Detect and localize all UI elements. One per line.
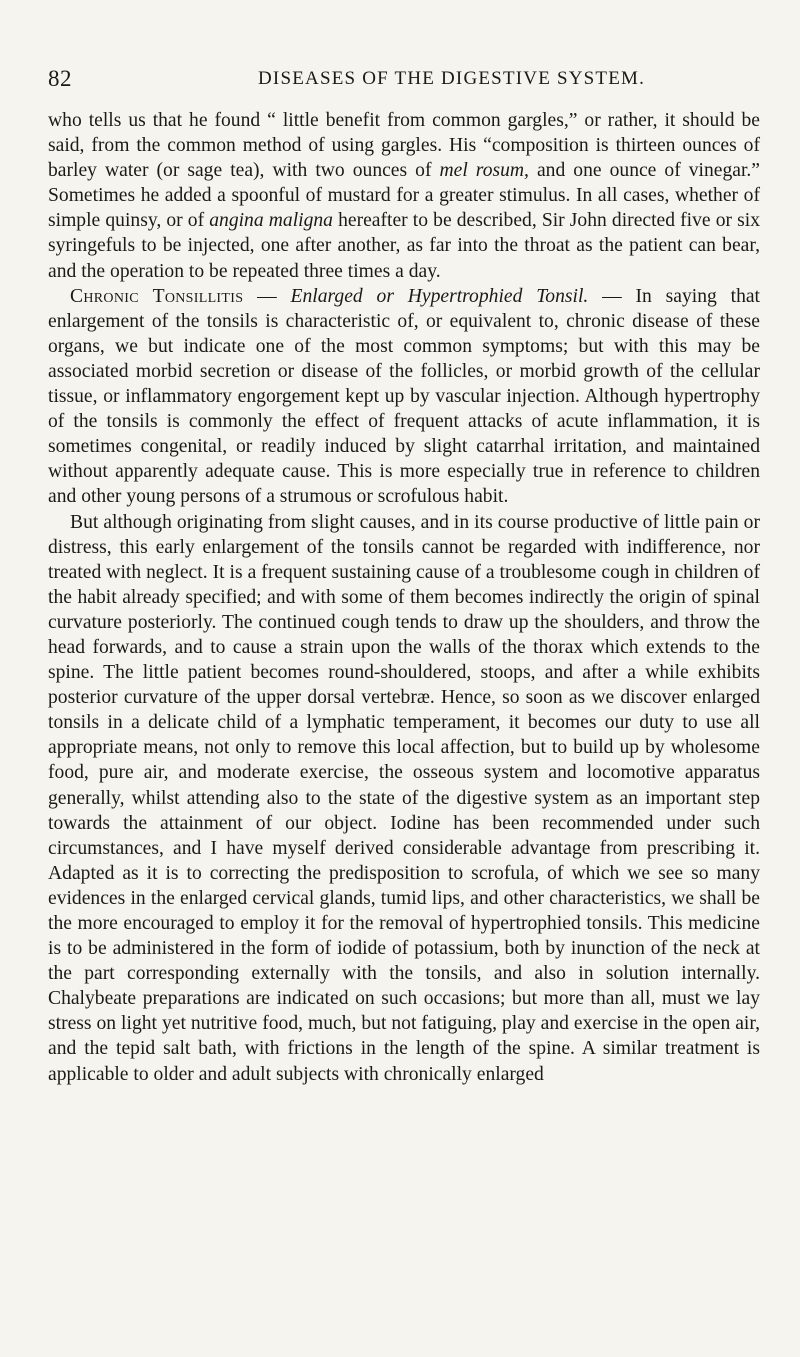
page-number: 82 xyxy=(48,66,72,91)
section-subheading: Enlarged or Hypertrophied Tonsil. xyxy=(290,285,589,307)
latin-term: mel rosum, xyxy=(439,160,529,182)
paragraph-treatment: But although originating from slight causes, and in its course productive of little pain or distress, this early enlargement of the tonsils cannot be regarded with indifference, nor treated with neglect. It is a frequent sustaining cause of a troublesome cough in children of the habit already specified; and with some of them becomes indirectly the origin of spinal curvature posteriorly. The continued cough tends to draw up the shoulders, and throw the head forwards, and to cause a strain upon the walls of the thorax which extends to the spine. The little patient becomes round-shouldered, stoops, and after a while exhibits posterior curvature of the upper dorsal vertebræ. Hence, so soon as we discover enlarged tonsils in a delicate child of a lymphatic temperament, it becomes our duty to use all appropriate means, not only to remove this local affection, but to build up by wholesome food, pure air, and moderate exercise, the osseous system and locomotive apparatus generally, whilst attending also to the state of the digestive system as an important step towards the attainment of our object. Iodine has been recommended under such circumstances, and I have myself derived considerable advantage from prescribing it. Adapted as it is to correcting the predisposition to scrofula, of which we see so many evidences in the enlarged cervical glands, tumid lips, and other characteristics, we shall be the more encouraged to employ it for the removal of hypertrophied tonsils. This medicine is to be administered in the form of iodide of potassium, both by inunction of the neck at the part corresponding externally with the tonsils, and also in solution internally. Chalybeate preparations are indicated on such occasions; but more than all, must we lay stress on light yet nutritive food, much, but not fatiguing, play and exercise in the open air, and the tepid salt bath, with frictions in the length of the spine. A similar treatment is applicable to older and adult subjects with chronically enlarged xyxy=(48,511,760,1085)
paragraph-gargles: who tells us that he found “ little benefit from common gargles,” or rather, it should be said, from the common method of using gargles. His “composition is thirteen ounces of barley water (or sage tea), with two ounces of mel rosum, and one ounce of vinegar.” Sometimes he added a spoonful of mustard for a greater stimulus. In all cases, whether of simple quinsy, or of angina maligna hereafter to be described, Sir John directed five or six syringefuls to be injected, one after another, as far into the throat as the patient can bear, and the operation to be repeated three times a day. xyxy=(48,110,760,282)
body-text xyxy=(48,108,760,1087)
running-head xyxy=(48,48,760,91)
latin-term: angina maligna xyxy=(209,210,333,232)
running-title: DISEASES OF THE DIGESTIVE SYSTEM. xyxy=(258,68,646,89)
section-heading: Chronic Tonsillitis xyxy=(70,285,244,307)
paragraph-chronic-tonsillitis: Chronic Tonsillitis — Enlarged or Hypertrophied Tonsil. — In saying that enlargement of the tonsils is characteristic of, or equivalent to, chronic disease of these organs, we but indicate one of the most common symptoms; but with this may be associated morbid secretion or disease of the follicles, or morbid growth of the cellular tissue, or inflammatory engorgement kept up by vascular injection. Although hypertrophy of the tonsils is commonly the effect of frequent attacks of acute inflammation, it is sometimes congenital, or readily induced by slight catarrhal irritation, and maintained without apparently adequate cause. This is more especially true in reference to children and other young persons of a strumous or scrofulous habit. xyxy=(48,285,761,508)
